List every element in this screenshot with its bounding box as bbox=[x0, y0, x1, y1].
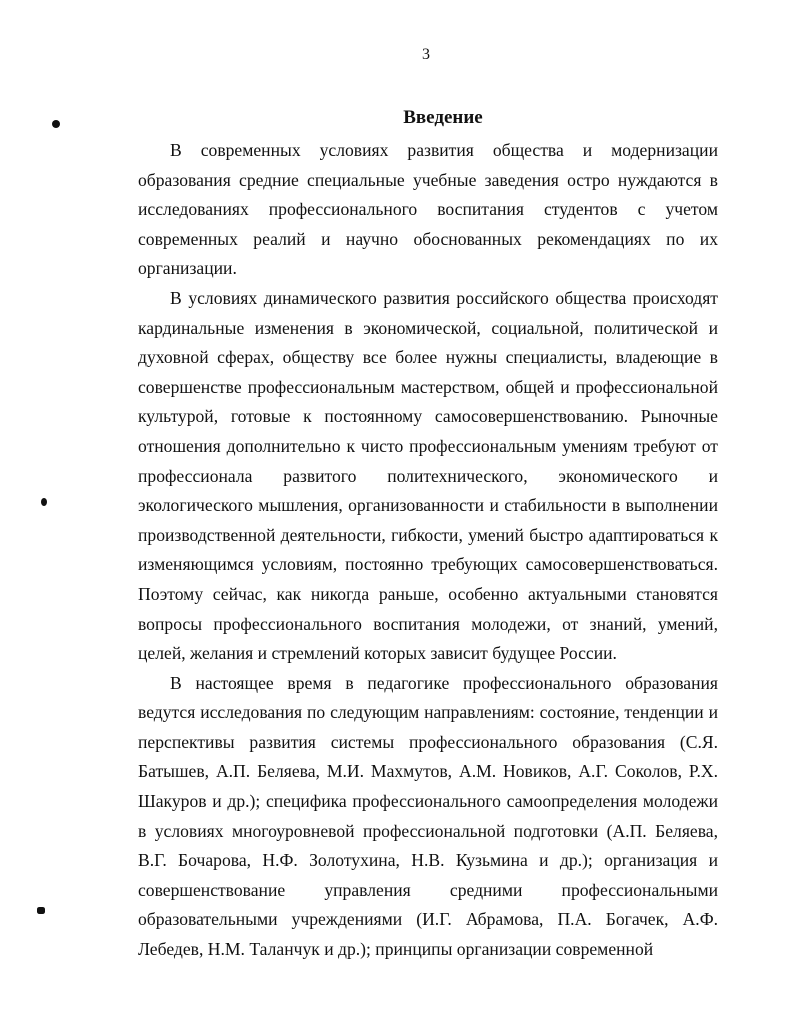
paragraph-1: В современных условиях развития общества и модернизации образования средние специальные учебные заведения остро нуждаются в исследованиях профессионального воспитания студентов с учетом современных реалий и научно обоснованных рекомендациях по их организации. bbox=[138, 140, 718, 279]
page-title: Введение bbox=[403, 107, 483, 128]
paragraph-3: В настоящее время в педагогике профессионального образования ведутся исследования по следующим направлениям: состояние, тенденции и перспективы развития системы профессионального образования (С.Я. Батышев, А.П. Беляева, М.И. Махмутов, А.М. Новиков, А.Г. Соколов, Р.Х. Шакуров и др.); специфика профессионального самоопределения молодежи в условиях многоуровневой профессиональной подготовки (А.П. Беляева, В.Г. Бочарова, Н.Ф. Золотухина, Н.В. Кузьмина и др.); организация и совершенствование управления средними профессиональными образовательными учреждениями (И.Г. Абрамова, П.А. Богачек, А.Ф. Лебедев, Н.М. Таланчук и др.); принципы организации современной bbox=[138, 672, 718, 960]
scan-speck-mark bbox=[52, 120, 60, 128]
page-number: 3 bbox=[422, 46, 430, 63]
scan-speck-mark bbox=[41, 498, 47, 506]
document-body bbox=[138, 136, 718, 965]
paragraph-2: В условиях динамического развития российского общества происходят кардинальные изменения в экономической, социальной, политической и духовной сферах, обществу все более нужны специалисты, владеющие в совершенстве профессиональным мастерством, общей и профессиональной культурой, готовые к постоянному самосовершенствованию. Рыночные отношения дополнительно к чисто профессиональным умениям требуют от профессионала развитого политехнического, экономического и экологического мышления, организованности и стабильности в выполнении производственной деятельности, гибкости, умений быстро адаптироваться к изменяющимся условиям, постоянно требующих самосовершенствоваться. Поэтому сейчас, как никогда раньше, особенно актуальными становятся вопросы профессионального воспитания молодежи, от знаний, умений, целей, желания и стремлений которых зависит будущее России. bbox=[138, 287, 718, 664]
scan-speck-mark bbox=[37, 907, 45, 914]
